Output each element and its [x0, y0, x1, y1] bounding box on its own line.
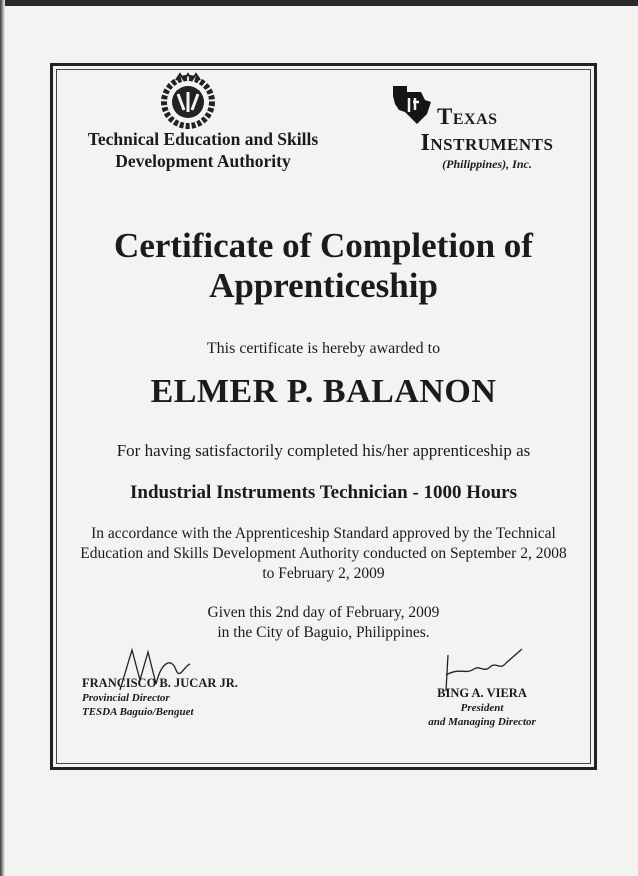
scan-top-edge	[0, 0, 638, 6]
accordance-line2: Education and Skills Development Authority conducted on September 2, 2008	[80, 545, 567, 562]
completion-text: For having satisfactorily completed his/her apprenticeship as	[116, 441, 531, 460]
signatory-right	[392, 686, 572, 729]
signatory-right-name: BING A. VIERA	[437, 686, 527, 700]
awarded-text: This certificate is hereby awarded to	[206, 340, 441, 357]
texas-instruments-logo-icon	[387, 82, 435, 128]
signatory-left-title2: TESDA Baguio/Benguet	[82, 706, 194, 718]
signatory-right-title1: President	[460, 702, 504, 714]
tesda-seal-icon	[150, 70, 226, 130]
signatory-right-title2: and Managing Director	[428, 716, 536, 728]
certificate-title	[60, 226, 587, 306]
certificate-title-line2: Apprenticeship	[209, 266, 438, 305]
issuer-left-name-line2: Development Authority	[115, 151, 291, 171]
issuer-right-name-line2: Instruments	[420, 130, 554, 156]
issuer-left-name	[58, 128, 348, 172]
signatory-left-title1: Provincial Director	[82, 692, 170, 704]
accordance-line1: In accordance with the Apprenticeship Standard approved by the Technical	[91, 525, 556, 542]
issuer-right-subsidiary: (Philippines), Inc.	[442, 157, 532, 171]
certificate-title-line1: Certificate of Completion of	[114, 226, 533, 265]
accordance-paragraph	[62, 524, 585, 584]
given-line1: Given this 2nd day of February, 2009	[207, 604, 440, 621]
issuer-right-name-line1: Texas	[437, 104, 498, 129]
signatory-left-name: FRANCISCO B. JUCAR JR.	[82, 676, 238, 690]
program-title: Industrial Instruments Technician - 1000 Hours	[130, 482, 517, 503]
recipient-name: ELMER P. BALANON	[150, 373, 497, 410]
given-paragraph	[60, 603, 587, 643]
issuer-left-name-line1: Technical Education and Skills	[87, 129, 319, 149]
signatory-left	[82, 676, 302, 719]
scan-left-edge	[0, 0, 5, 876]
accordance-line3: to February 2, 2009	[262, 565, 385, 582]
given-line2: in the City of Baguio, Philippines.	[217, 624, 430, 641]
